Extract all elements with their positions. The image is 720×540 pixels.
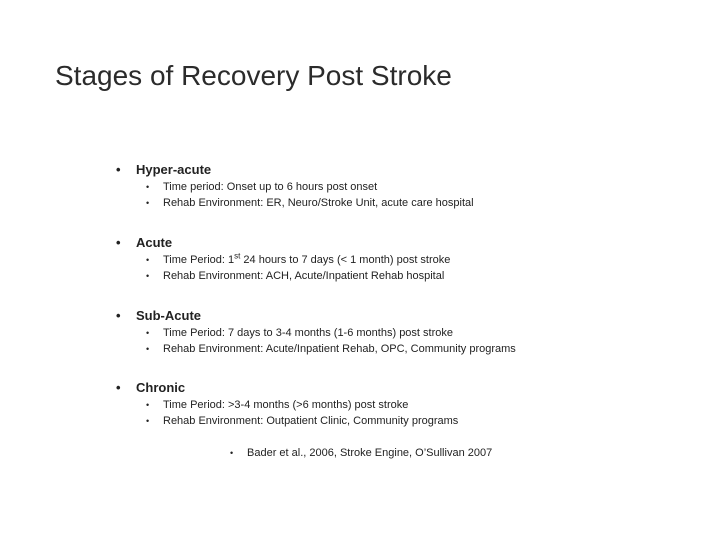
stage-heading — [116, 235, 450, 251]
stage-sub-acute — [116, 308, 516, 357]
rehab-environment-text: Rehab Environment: ER, Neuro/Stroke Unit, acute care hospital — [163, 197, 474, 209]
rehab-environment-text: Rehab Environment: ACH, Acute/Inpatient Rehab hospital — [163, 270, 445, 282]
bullet-icon: • — [146, 344, 150, 354]
page-title: Stages of Recovery Post Stroke — [55, 60, 452, 91]
time-period-prefix: Time Period: 1 — [163, 254, 235, 266]
list-item — [146, 195, 474, 211]
list-item — [146, 341, 516, 357]
bullet-icon: • — [230, 448, 234, 458]
stage-name: Acute — [136, 235, 173, 250]
reference-text: Bader et al., 2006, Stroke Engine, O’Sullivan 2007 — [247, 447, 493, 459]
list-item — [146, 397, 458, 413]
rehab-environment-text: Rehab Environment: Outpatient Clinic, Community programs — [163, 415, 459, 427]
reference-citation — [230, 445, 492, 461]
bullet-icon: • — [146, 416, 150, 426]
stage-name: Chronic — [136, 380, 186, 395]
stage-acute — [116, 235, 450, 284]
bullet-icon: • — [146, 182, 150, 192]
bullet-icon: • — [146, 328, 150, 338]
bullet-icon: • — [146, 400, 150, 410]
bullet-icon: • — [146, 271, 150, 281]
time-period-text — [163, 251, 451, 266]
stage-chronic — [116, 380, 458, 429]
bullet-icon: • — [116, 162, 121, 177]
time-period-text: Time Period: 7 days to 3-4 months (1-6 months) post stroke — [163, 327, 453, 339]
list-item — [146, 252, 450, 268]
bullet-icon: • — [146, 255, 150, 265]
stage-name: Hyper-acute — [136, 162, 212, 177]
ordinal-superscript: st — [234, 251, 241, 261]
list-item — [146, 325, 516, 341]
bullet-icon: • — [116, 380, 121, 395]
rehab-environment-text: Rehab Environment: Acute/Inpatient Rehab, OPC, Community programs — [163, 343, 516, 355]
bullet-icon: • — [146, 198, 150, 208]
list-item — [146, 268, 450, 284]
stage-heading — [116, 308, 516, 324]
bullet-icon: • — [116, 308, 121, 323]
time-period-text: Time period: Onset up to 6 hours post onset — [163, 181, 378, 193]
stage-heading — [116, 162, 474, 178]
bullet-icon: • — [116, 235, 121, 250]
list-item — [146, 413, 458, 429]
time-period-text: Time Period: >3-4 months (>6 months) post stroke — [163, 399, 409, 411]
stage-name: Sub-Acute — [136, 308, 201, 323]
time-period-suffix: 24 hours to 7 days (< 1 month) post stroke — [240, 254, 451, 266]
stage-heading — [116, 380, 458, 396]
stage-hyper-acute — [116, 162, 474, 211]
list-item — [146, 179, 474, 195]
